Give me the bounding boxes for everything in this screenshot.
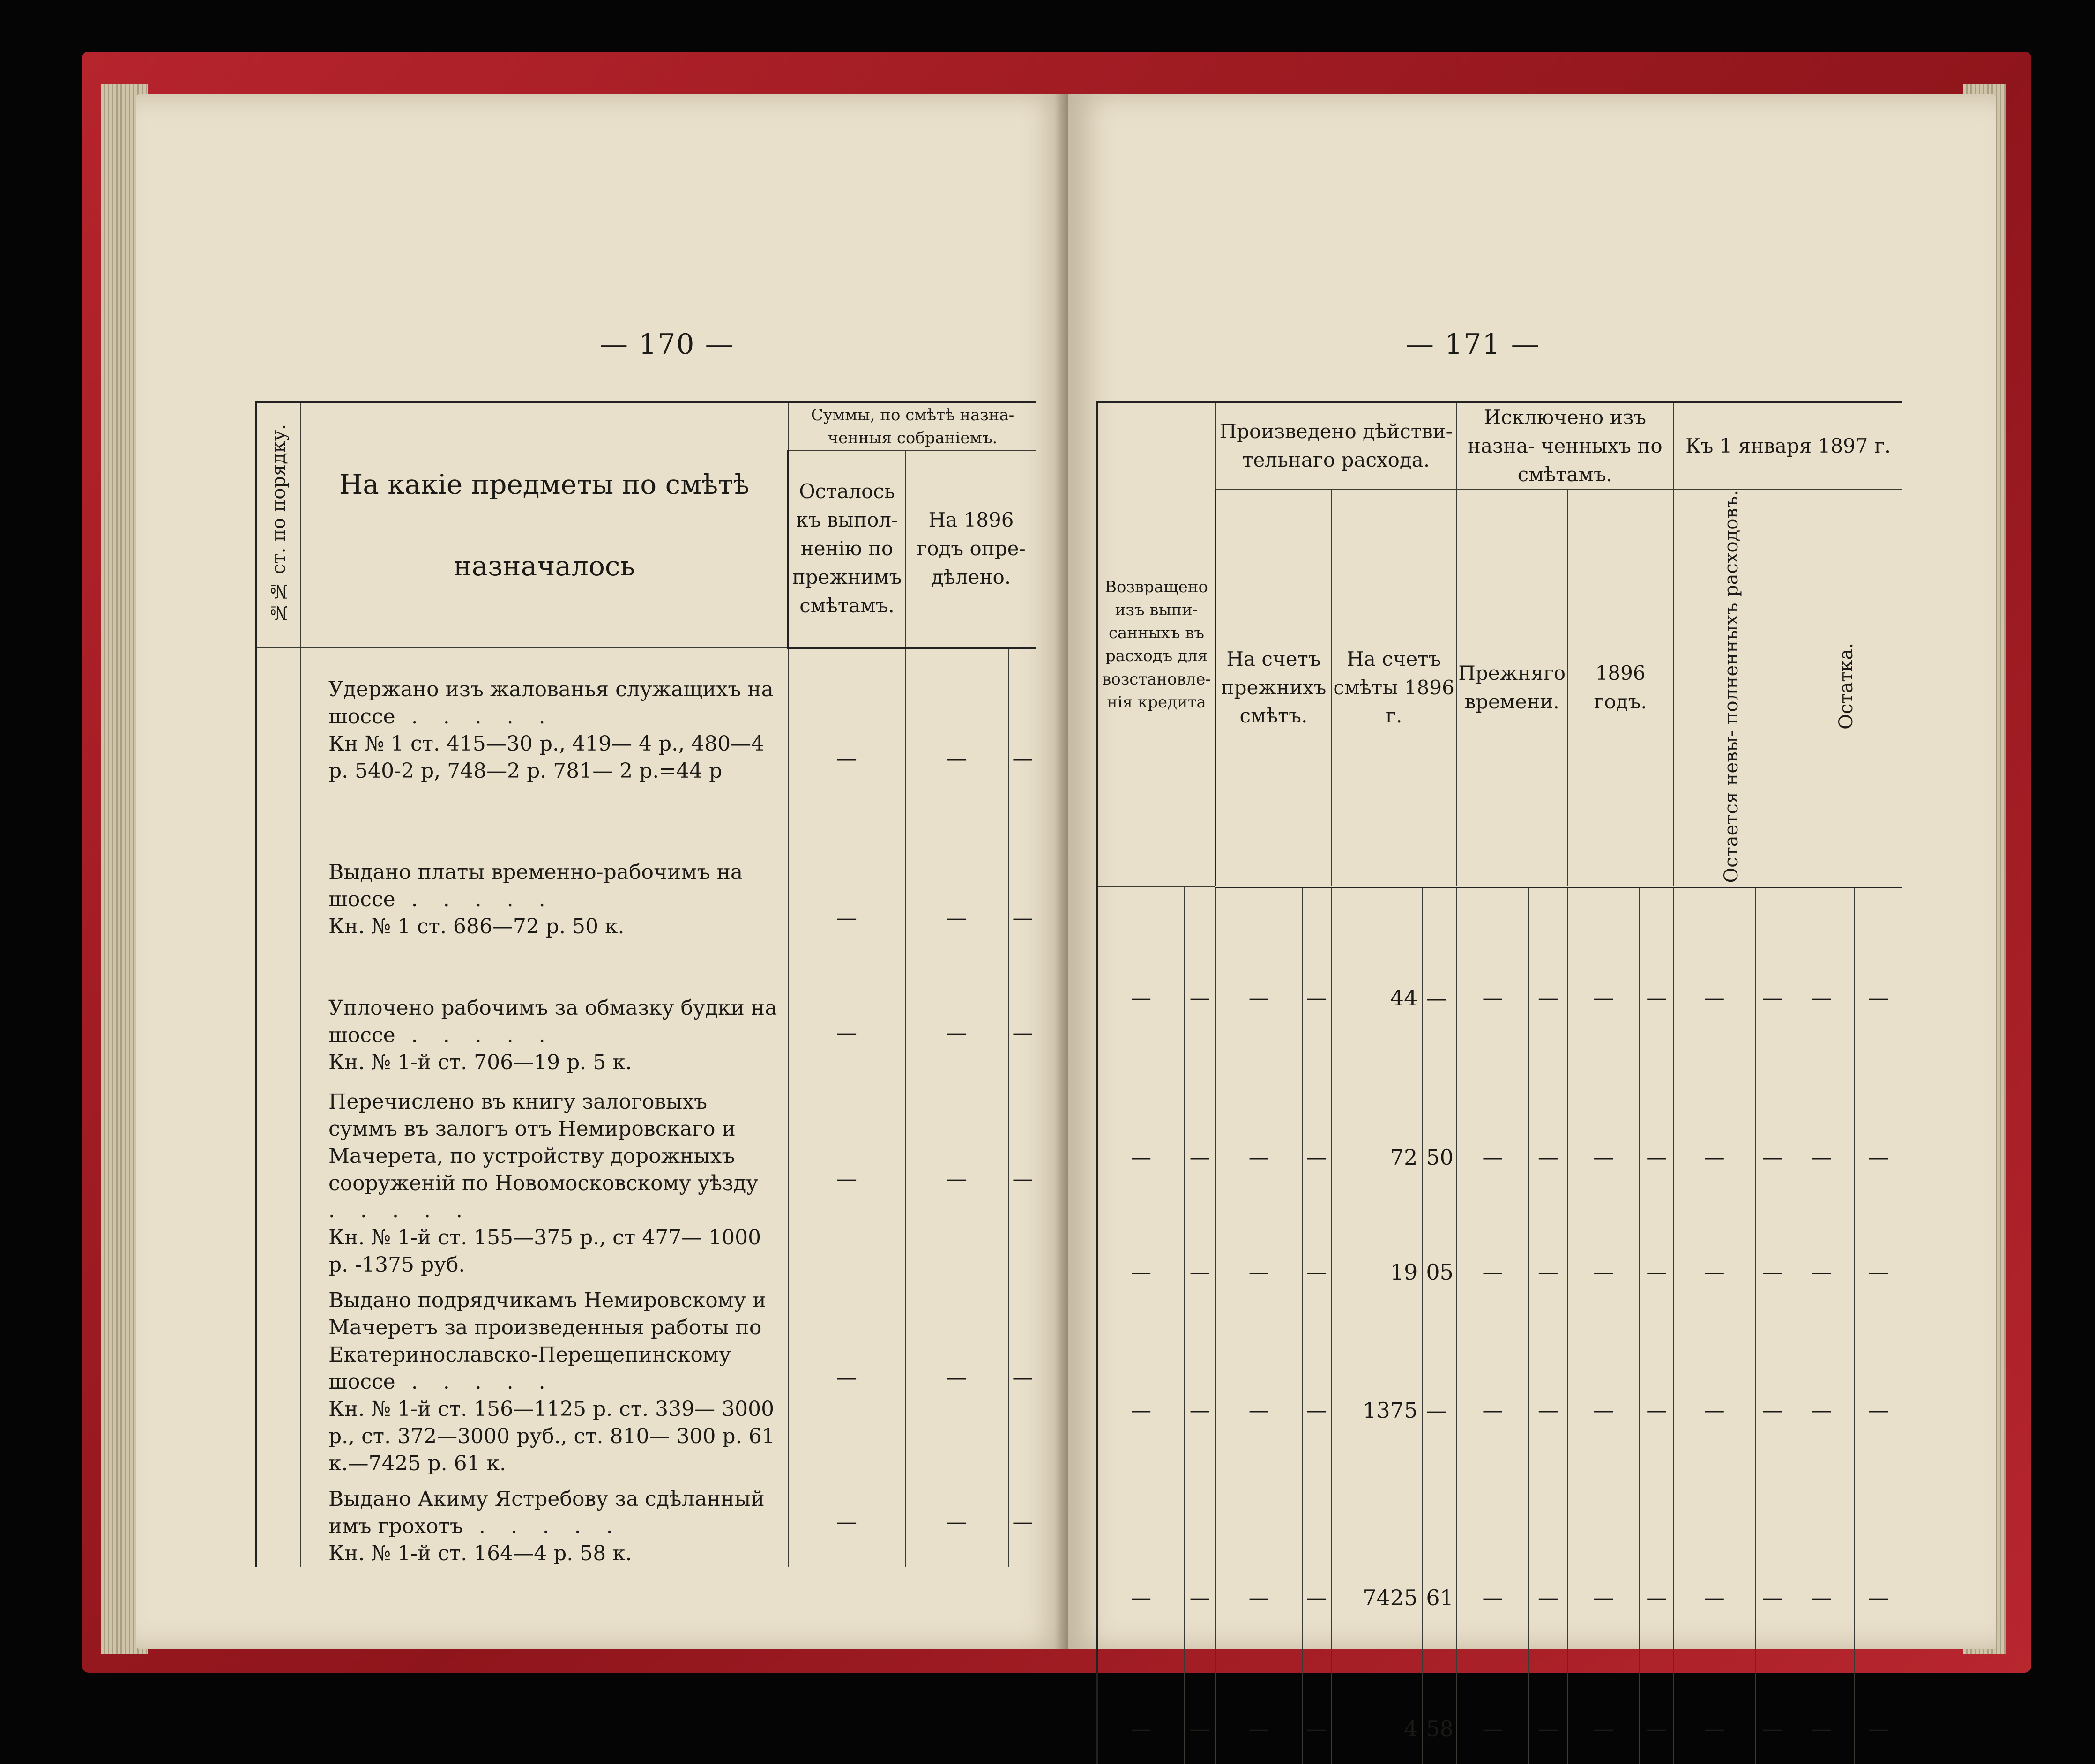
- spent-1896-kopecks: [1423, 907, 1456, 1089]
- unpaid-kop-cell: [1755, 1502, 1789, 1694]
- spent-1896-kopecks: 61: [1423, 1502, 1456, 1694]
- unpaid-cell: [1673, 1502, 1755, 1694]
- dash-mark: —: [1537, 1260, 1558, 1284]
- returned-kop-cell: [1184, 1225, 1215, 1319]
- dash-mark: —: [1012, 1021, 1033, 1045]
- returned-cell: [1097, 907, 1184, 1089]
- excl-1896-kop-cell: [1640, 1225, 1673, 1319]
- group-header-january: Къ 1 января 1897 г.: [1673, 402, 1902, 490]
- spent-prev-cell: [1215, 1319, 1302, 1502]
- row-number-cell: [256, 1279, 301, 1477]
- entry-reference: Кн. № 1-й ст. 156—1125 р. ст. 339— 3000 р., ст. 372—3000 руб., ст. 810— 300 р. 61 к.—7425 р. 61 к.: [328, 1397, 775, 1475]
- allocated-1896-kop-cell: [1008, 1279, 1036, 1477]
- dash-mark: —: [1868, 1717, 1889, 1741]
- spent-prev-kop-cell: [1302, 907, 1331, 1089]
- dash-mark: —: [1189, 1260, 1210, 1284]
- unpaid-kop-cell: [1755, 907, 1789, 1089]
- left-ledger-table: [255, 401, 1036, 1567]
- allocated-1896-cell: [905, 850, 1008, 986]
- dash-mark: —: [836, 1366, 857, 1390]
- left-page: [136, 94, 1068, 1649]
- balance-kop-cell: [1854, 1225, 1902, 1319]
- excl-prev-cell: [1456, 1694, 1528, 1764]
- dash-mark: —: [1482, 986, 1503, 1010]
- dash-mark: —: [1868, 1398, 1889, 1422]
- spent-prev-cell: [1215, 1694, 1302, 1764]
- dash-mark: —: [1306, 1585, 1327, 1610]
- dash-mark: —: [1762, 1585, 1783, 1610]
- dash-mark: —: [1426, 987, 1447, 1011]
- table-row: [256, 1279, 1036, 1477]
- entry-description: [301, 850, 788, 986]
- col-header-remaining: Осталось къ выпол- ненію по прежнимъ смѣтамъ.: [788, 451, 905, 648]
- dash-mark: —: [1593, 1585, 1614, 1610]
- remaining-cell: [788, 1279, 905, 1477]
- entry-text: Удержано изъ жалованья служащихъ на шоссе: [328, 677, 774, 729]
- allocated-1896-kop-cell: [1008, 1477, 1036, 1567]
- dash-mark: —: [1593, 986, 1614, 1010]
- returned-cell: [1097, 1225, 1184, 1319]
- entry-description: [301, 1279, 788, 1477]
- spent-1896-rubles: 7425: [1331, 1502, 1423, 1694]
- returned-cell: [1097, 1694, 1184, 1764]
- dash-mark: —: [1482, 1260, 1503, 1284]
- group-header-excluded: Исключено изъ назна- ченныхъ по смѣтамъ.: [1456, 402, 1673, 490]
- returned-cell: [1097, 1089, 1184, 1225]
- dot-leader: . . . . .: [395, 704, 555, 729]
- allocated-1896-kop-cell: [1008, 668, 1036, 850]
- dot-leader: . . . . .: [462, 1514, 622, 1538]
- spent-1896-rubles: 44: [1331, 907, 1423, 1089]
- balance-cell: [1789, 1694, 1854, 1764]
- entry-text: Перечислено въ книгу залоговыхъ суммъ въ залогъ отъ Немировскаго и Мачерета, по устройству дорожныхъ сооруженій по Новомосковскому уѣзду: [328, 1089, 759, 1195]
- balance-cell: [1789, 1319, 1854, 1502]
- entry-reference: Кн. № 1 ст. 686—72 р. 50 к.: [328, 914, 625, 938]
- dash-mark: —: [1704, 1260, 1725, 1284]
- dash-mark: —: [1593, 1145, 1614, 1169]
- dot-leader: . . . . .: [395, 1023, 555, 1047]
- excl-1896-kop-cell: [1640, 1319, 1673, 1502]
- returned-kop-cell: [1184, 1502, 1215, 1694]
- spent-1896-kopecks: [1423, 1319, 1456, 1502]
- dash-mark: —: [1189, 1145, 1210, 1169]
- spent-prev-kop-cell: [1302, 1502, 1331, 1694]
- dash-mark: —: [1482, 1717, 1503, 1741]
- dash-mark: —: [1482, 1145, 1503, 1169]
- balance-cell: [1789, 1502, 1854, 1694]
- dash-mark: —: [1248, 1717, 1269, 1741]
- dash-mark: —: [1426, 1399, 1447, 1423]
- spent-1896-rubles: 1375: [1331, 1319, 1423, 1502]
- dash-mark: —: [1704, 1398, 1725, 1422]
- balance-kop-cell: [1854, 1319, 1902, 1502]
- dash-mark: —: [947, 906, 967, 930]
- dash-mark: —: [1868, 1585, 1889, 1610]
- dash-mark: —: [1012, 747, 1033, 771]
- excl-prev-cell: [1456, 1319, 1528, 1502]
- unpaid-cell: [1673, 1089, 1755, 1225]
- balance-kop-cell: [1854, 1694, 1902, 1764]
- spent-prev-cell: [1215, 1089, 1302, 1225]
- row-number-cell: [256, 668, 301, 850]
- table-row: [1097, 1089, 1902, 1225]
- dash-mark: —: [1012, 1366, 1033, 1390]
- allocated-1896-cell: [905, 668, 1008, 850]
- balance-kop-cell: [1854, 1502, 1902, 1694]
- dash-mark: —: [1482, 1398, 1503, 1422]
- dash-mark: —: [1811, 1260, 1832, 1284]
- excl-prev-kop-cell: [1529, 1319, 1567, 1502]
- dash-mark: —: [1646, 1145, 1667, 1169]
- dash-mark: —: [1811, 1717, 1832, 1741]
- col-header-returned: Возвращено изъ выпи- санныхъ въ расходъ для возстановле- нія кредита: [1097, 402, 1215, 887]
- col-header-excl-1896: 1896 годъ.: [1567, 490, 1673, 887]
- dash-mark: —: [1811, 1585, 1832, 1610]
- row-number-cell: [256, 1080, 301, 1279]
- spent-1896-rubles: 4: [1331, 1694, 1423, 1764]
- row-number-cell: [256, 850, 301, 986]
- returned-cell: [1097, 1319, 1184, 1502]
- excl-1896-cell: [1567, 1694, 1640, 1764]
- dash-mark: —: [1537, 1717, 1558, 1741]
- spent-1896-kopecks: 05: [1423, 1225, 1456, 1319]
- excl-prev-cell: [1456, 1225, 1528, 1319]
- table-row: [256, 1477, 1036, 1567]
- unpaid-cell: [1673, 1694, 1755, 1764]
- excl-prev-kop-cell: [1529, 1502, 1567, 1694]
- dash-mark: —: [947, 1167, 967, 1191]
- dash-mark: —: [1762, 1260, 1783, 1284]
- table-row: [1097, 1694, 1902, 1764]
- dash-mark: —: [1646, 1717, 1667, 1741]
- group-header-sums: Суммы, по смѣтѣ назна- ченныя собраніемъ.: [788, 402, 1036, 451]
- dash-mark: —: [1248, 1398, 1269, 1422]
- dash-mark: —: [947, 747, 967, 771]
- table-spacer-row: [1097, 887, 1902, 907]
- dash-mark: —: [1248, 1585, 1269, 1610]
- allocated-1896-kop-cell: [1008, 986, 1036, 1080]
- dash-mark: —: [1189, 1398, 1210, 1422]
- dash-mark: —: [1131, 1260, 1152, 1284]
- dash-mark: —: [947, 1366, 967, 1390]
- excl-prev-kop-cell: [1529, 1225, 1567, 1319]
- dash-mark: —: [1131, 1585, 1152, 1610]
- dash-mark: —: [1131, 986, 1152, 1010]
- spent-prev-cell: [1215, 1502, 1302, 1694]
- dash-mark: —: [1189, 1717, 1210, 1741]
- spent-prev-kop-cell: [1302, 1225, 1331, 1319]
- table-row: [256, 1080, 1036, 1279]
- dash-mark: —: [836, 1510, 857, 1534]
- excl-1896-kop-cell: [1640, 1502, 1673, 1694]
- col-header-items: На какіе предметы по смѣтѣ назначалось: [301, 402, 788, 648]
- excl-1896-kop-cell: [1640, 1089, 1673, 1225]
- spent-prev-kop-cell: [1302, 1694, 1331, 1764]
- excl-prev-cell: [1456, 1502, 1528, 1694]
- remaining-cell: [788, 986, 905, 1080]
- dash-mark: —: [1306, 1398, 1327, 1422]
- returned-kop-cell: [1184, 907, 1215, 1089]
- entry-text: Уплочено рабочимъ за обмазку будки на шоссе: [328, 996, 777, 1047]
- dash-mark: —: [1811, 1398, 1832, 1422]
- remaining-cell: [788, 850, 905, 986]
- col-header-1896: На 1896 годъ опре- дѣлено.: [905, 451, 1036, 648]
- row-number-cell: [256, 1477, 301, 1567]
- balance-cell: [1789, 907, 1854, 1089]
- excl-prev-kop-cell: [1529, 1089, 1567, 1225]
- spent-prev-kop-cell: [1302, 1319, 1331, 1502]
- returned-cell: [1097, 1502, 1184, 1694]
- entry-text: Выдано Акиму Ястребову за сдѣланный имъ грохотъ: [328, 1487, 765, 1538]
- spent-prev-cell: [1215, 907, 1302, 1089]
- allocated-1896-cell: [905, 1279, 1008, 1477]
- row-number-cell: [256, 986, 301, 1080]
- dash-mark: —: [1537, 1585, 1558, 1610]
- dash-mark: —: [1646, 986, 1667, 1010]
- spent-1896-kopecks: 58: [1423, 1694, 1456, 1764]
- table-spacer-row: [256, 648, 1036, 668]
- allocated-1896-cell: [905, 1477, 1008, 1567]
- dash-mark: —: [1248, 986, 1269, 1010]
- spent-1896-rubles: 19: [1331, 1225, 1423, 1319]
- entry-text: Выдано платы временно-рабочимъ на шоссе: [328, 860, 743, 911]
- spent-prev-cell: [1215, 1225, 1302, 1319]
- excl-1896-kop-cell: [1640, 907, 1673, 1089]
- excl-1896-cell: [1567, 1319, 1640, 1502]
- balance-cell: [1789, 1225, 1854, 1319]
- dash-mark: —: [1189, 1585, 1210, 1610]
- excl-1896-cell: [1567, 1225, 1640, 1319]
- unpaid-kop-cell: [1755, 1319, 1789, 1502]
- allocated-1896-cell: [905, 1080, 1008, 1279]
- dash-mark: —: [1131, 1398, 1152, 1422]
- dash-mark: —: [836, 1021, 857, 1045]
- table-row: [1097, 907, 1902, 1089]
- excl-1896-kop-cell: [1640, 1694, 1673, 1764]
- dash-mark: —: [1704, 986, 1725, 1010]
- dash-mark: —: [947, 1510, 967, 1534]
- allocated-1896-kop-cell: [1008, 850, 1036, 986]
- unpaid-cell: [1673, 1225, 1755, 1319]
- dash-mark: —: [1012, 1167, 1033, 1191]
- group-header-spent: Произведено дѣйстви- тельнаго расхода.: [1215, 402, 1456, 490]
- col-header-excl-prev: Прежняго времени.: [1456, 490, 1567, 887]
- dot-leader: . . . . .: [395, 887, 555, 911]
- excl-1896-cell: [1567, 1502, 1640, 1694]
- table-row: [1097, 1502, 1902, 1694]
- entry-text: Выдано подрядчикамъ Немировскому и Мачеретъ за произведенныя работы по Екатеринославско-Перещепинскому шоссе: [328, 1288, 767, 1394]
- excl-prev-kop-cell: [1529, 1694, 1567, 1764]
- dash-mark: —: [1537, 1398, 1558, 1422]
- dash-mark: —: [1189, 986, 1210, 1010]
- dash-mark: —: [1306, 1260, 1327, 1284]
- dash-mark: —: [1704, 1585, 1725, 1610]
- dash-mark: —: [1704, 1145, 1725, 1169]
- dash-mark: —: [1593, 1260, 1614, 1284]
- remaining-cell: [788, 1080, 905, 1279]
- col-header-spent-1896: На счетъ смѣты 1896 г.: [1331, 490, 1456, 887]
- table-row: [1097, 1225, 1902, 1319]
- excl-1896-cell: [1567, 1089, 1640, 1225]
- page-number-left: — 170 —: [600, 328, 734, 361]
- dash-mark: —: [1593, 1398, 1614, 1422]
- dash-mark: —: [1306, 986, 1327, 1010]
- allocated-1896-cell: [905, 986, 1008, 1080]
- dash-mark: —: [836, 747, 857, 771]
- dash-mark: —: [1593, 1717, 1614, 1741]
- balance-cell: [1789, 1089, 1854, 1225]
- dash-mark: —: [1012, 1510, 1033, 1534]
- dash-mark: —: [947, 1021, 967, 1045]
- dash-mark: —: [1762, 1717, 1783, 1741]
- dash-mark: —: [1248, 1145, 1269, 1169]
- right-page: [1068, 94, 1996, 1742]
- unpaid-kop-cell: [1755, 1225, 1789, 1319]
- right-ledger-table: [1096, 401, 1902, 1764]
- dash-mark: —: [1537, 1145, 1558, 1169]
- col-header-balance: Остатка.: [1789, 490, 1902, 887]
- dash-mark: —: [1306, 1717, 1327, 1741]
- dash-mark: —: [1131, 1145, 1152, 1169]
- dash-mark: —: [1482, 1585, 1503, 1610]
- excl-1896-cell: [1567, 907, 1640, 1089]
- unpaid-kop-cell: [1755, 1694, 1789, 1764]
- dash-mark: —: [1762, 986, 1783, 1010]
- spent-1896-rubles: 72: [1331, 1089, 1423, 1225]
- spent-1896-kopecks: 50: [1423, 1089, 1456, 1225]
- dash-mark: —: [836, 906, 857, 930]
- dash-mark: —: [1306, 1145, 1327, 1169]
- entry-reference: Кн. № 1-й ст. 164—4 р. 58 к.: [328, 1541, 632, 1565]
- returned-kop-cell: [1184, 1089, 1215, 1225]
- entry-description: [301, 986, 788, 1080]
- remaining-cell: [788, 668, 905, 850]
- dash-mark: —: [1811, 1145, 1832, 1169]
- dash-mark: —: [1868, 986, 1889, 1010]
- dot-leader: . . . . .: [328, 1198, 472, 1222]
- unpaid-cell: [1673, 1319, 1755, 1502]
- page-number-right: — 171 —: [1406, 328, 1540, 361]
- entry-description: [301, 1080, 788, 1279]
- unpaid-kop-cell: [1755, 1089, 1789, 1225]
- dash-mark: —: [1646, 1585, 1667, 1610]
- balance-kop-cell: [1854, 907, 1902, 1089]
- unpaid-cell: [1673, 907, 1755, 1089]
- table-row: [256, 668, 1036, 850]
- table-row: [256, 986, 1036, 1080]
- entry-reference: Кн. № 1-й ст. 155—375 р., ст 477— 1000 р. -1375 руб.: [328, 1225, 761, 1277]
- entry-description: [301, 668, 788, 850]
- dot-leader: . . . . .: [395, 1370, 555, 1394]
- returned-kop-cell: [1184, 1319, 1215, 1502]
- allocated-1896-kop-cell: [1008, 1080, 1036, 1279]
- returned-kop-cell: [1184, 1694, 1215, 1764]
- dash-mark: —: [1012, 906, 1033, 930]
- entry-reference: Кн № 1 ст. 415—30 р., 419— 4 р., 480—4 р. 540-2 р, 748—2 р. 781— 2 р.=44 р: [328, 731, 765, 783]
- table-row: [1097, 1319, 1902, 1502]
- dash-mark: —: [1868, 1145, 1889, 1169]
- dash-mark: —: [1537, 986, 1558, 1010]
- table-row: [256, 850, 1036, 986]
- excl-prev-cell: [1456, 1089, 1528, 1225]
- col-header-unpaid: Остается невы- полненныхъ расходовъ.: [1673, 490, 1789, 887]
- dash-mark: —: [1646, 1260, 1667, 1284]
- dash-mark: —: [1248, 1260, 1269, 1284]
- remaining-cell: [788, 1477, 905, 1567]
- spent-prev-kop-cell: [1302, 1089, 1331, 1225]
- col-header-spent-prev: На счетъ прежнихъ смѣтъ.: [1215, 490, 1331, 887]
- dash-mark: —: [1811, 986, 1832, 1010]
- excl-prev-cell: [1456, 907, 1528, 1089]
- entry-description: [301, 1477, 788, 1567]
- excl-prev-kop-cell: [1529, 907, 1567, 1089]
- dash-mark: —: [1762, 1398, 1783, 1422]
- balance-kop-cell: [1854, 1089, 1902, 1225]
- dash-mark: —: [1704, 1717, 1725, 1741]
- dash-mark: —: [1131, 1717, 1152, 1741]
- dash-mark: —: [836, 1167, 857, 1191]
- dash-mark: —: [1868, 1260, 1889, 1284]
- dash-mark: —: [1762, 1145, 1783, 1169]
- col-header-number: №№ ст. по порядку.: [256, 402, 301, 648]
- dash-mark: —: [1646, 1398, 1667, 1422]
- entry-reference: Кн. № 1-й ст. 706—19 р. 5 к.: [328, 1050, 632, 1074]
